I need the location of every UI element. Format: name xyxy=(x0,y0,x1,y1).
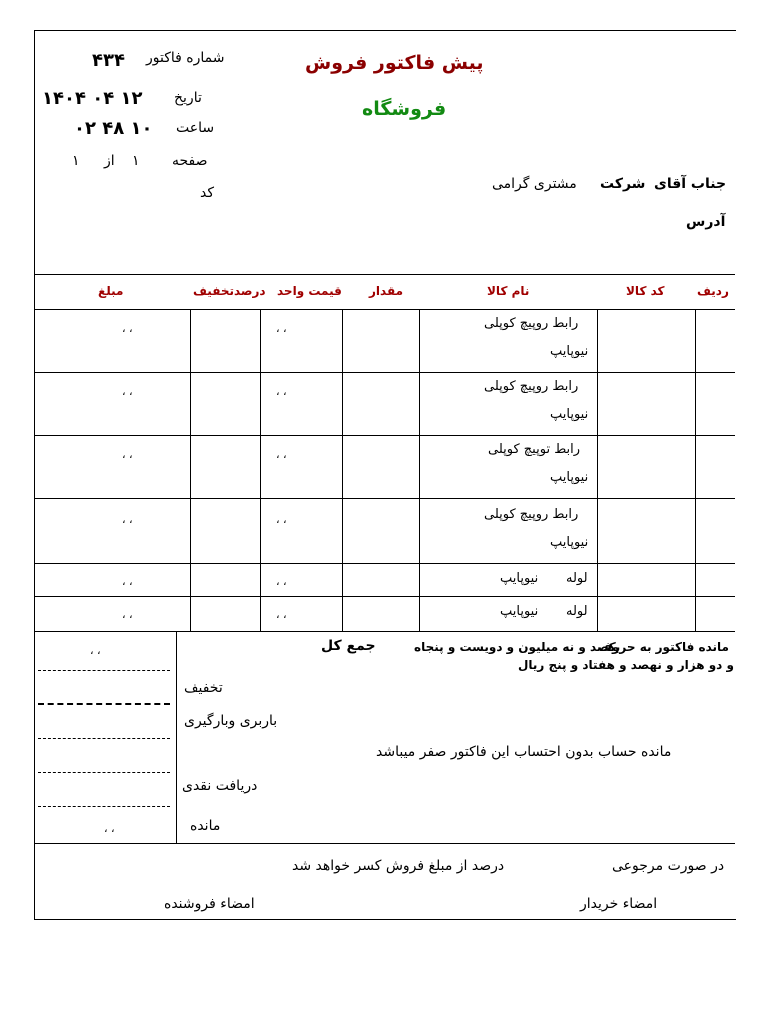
row-2-name: رابط روپیچ کوپلی xyxy=(484,379,579,394)
row-2-unit-price: ، ، xyxy=(276,385,287,398)
buyer-signature: امضاء خریدار xyxy=(580,896,658,912)
page-of: از xyxy=(104,153,115,169)
invoice-title: پیش فاکتور فروش xyxy=(305,52,484,74)
amount-in-words-label: مانده فاکتور به حروف xyxy=(598,640,729,654)
cash-received-label: دریافت نقدی xyxy=(182,778,258,794)
row-6-brand: نیوپایپ xyxy=(500,604,539,619)
invoice-date: ۱۴۰۴ ۰۴ ۱۲ xyxy=(42,88,143,109)
col-code: کد کالا xyxy=(626,284,665,298)
shipping-label: باربری وبارگیری xyxy=(184,713,278,729)
seller-signature: امضاء فروشنده xyxy=(164,896,255,912)
customer-suffix: مشتری گرامی xyxy=(492,176,577,192)
customer-prefix: جناب آقای xyxy=(654,176,727,192)
row-1-name: رابط روپیچ کوپلی xyxy=(484,316,579,331)
row-6-amount: ، ، xyxy=(122,608,133,621)
col-discount: درصدتخفیف xyxy=(193,284,266,298)
row-4-brand: نیوپایپ xyxy=(550,535,589,550)
row-5-name: لوله xyxy=(566,571,588,586)
col-name: نام کالا xyxy=(487,284,530,298)
row-2-brand: نیوپایپ xyxy=(550,407,589,422)
row-4-name: رابط روپیچ کوپلی xyxy=(484,507,579,522)
return-policy-suffix: درصد از مبلغ فروش کسر خواهد شد xyxy=(292,858,505,874)
row-3-amount: ، ، xyxy=(122,448,133,461)
address-label: آدرس xyxy=(686,214,726,230)
row-5-brand: نیوپایپ xyxy=(500,571,539,586)
row-3-name: رابط توپیچ کوپلی xyxy=(488,442,581,457)
page-current: ۱ xyxy=(132,153,140,169)
store-name: فروشگاه xyxy=(362,98,447,120)
remaining-value: ، ، xyxy=(104,822,115,835)
page-total: ۱ xyxy=(72,153,80,169)
col-row: ردیف xyxy=(697,284,729,298)
row-6-name: لوله xyxy=(566,604,588,619)
grand-total-value: ، ، xyxy=(90,644,101,657)
row-3-brand: نیوپایپ xyxy=(550,470,589,485)
invoice-number-label: شماره فاکتور xyxy=(146,50,225,66)
row-5-amount: ، ، xyxy=(122,575,133,588)
code-label: کد xyxy=(200,185,215,201)
return-policy-prefix: در صورت مرجوعی xyxy=(612,858,725,874)
balance-note: مانده حساب بدون احتساب این فاکتور صفر میباشد xyxy=(376,744,672,760)
col-unit-price: قیمت واحد xyxy=(277,284,342,298)
row-4-unit-price: ، ، xyxy=(276,513,287,526)
remaining-label: مانده xyxy=(190,818,221,834)
amount-in-words-line1: یکصد و نه میلیون و دویست و پنجاه xyxy=(414,640,621,654)
discount-label: تخفیف xyxy=(184,680,223,696)
row-4-amount: ، ، xyxy=(122,513,133,526)
grand-total-label: جمع کل xyxy=(321,638,376,654)
invoice-time: ۰۲ ۴۸ ۱۰ xyxy=(74,118,153,139)
time-label: ساعت xyxy=(176,120,215,136)
row-2-amount: ، ، xyxy=(122,385,133,398)
date-label: تاریخ xyxy=(174,90,202,106)
col-qty: مقدار xyxy=(369,284,404,298)
amount-in-words-line2: و دو هزار و نهصد و هفتاد و پنج ریال xyxy=(518,658,734,672)
col-amount: مبلغ xyxy=(98,284,124,298)
row-5-unit-price: ، ، xyxy=(276,575,287,588)
page-label: صفحه xyxy=(172,153,208,169)
row-3-unit-price: ، ، xyxy=(276,448,287,461)
row-1-brand: نیوپایپ xyxy=(550,344,589,359)
row-6-unit-price: ، ، xyxy=(276,608,287,621)
row-1-unit-price: ، ، xyxy=(276,322,287,335)
company-label: شرکت xyxy=(600,176,646,192)
row-1-amount: ، ، xyxy=(122,322,133,335)
invoice-number: ۴۳۴ xyxy=(92,50,125,71)
